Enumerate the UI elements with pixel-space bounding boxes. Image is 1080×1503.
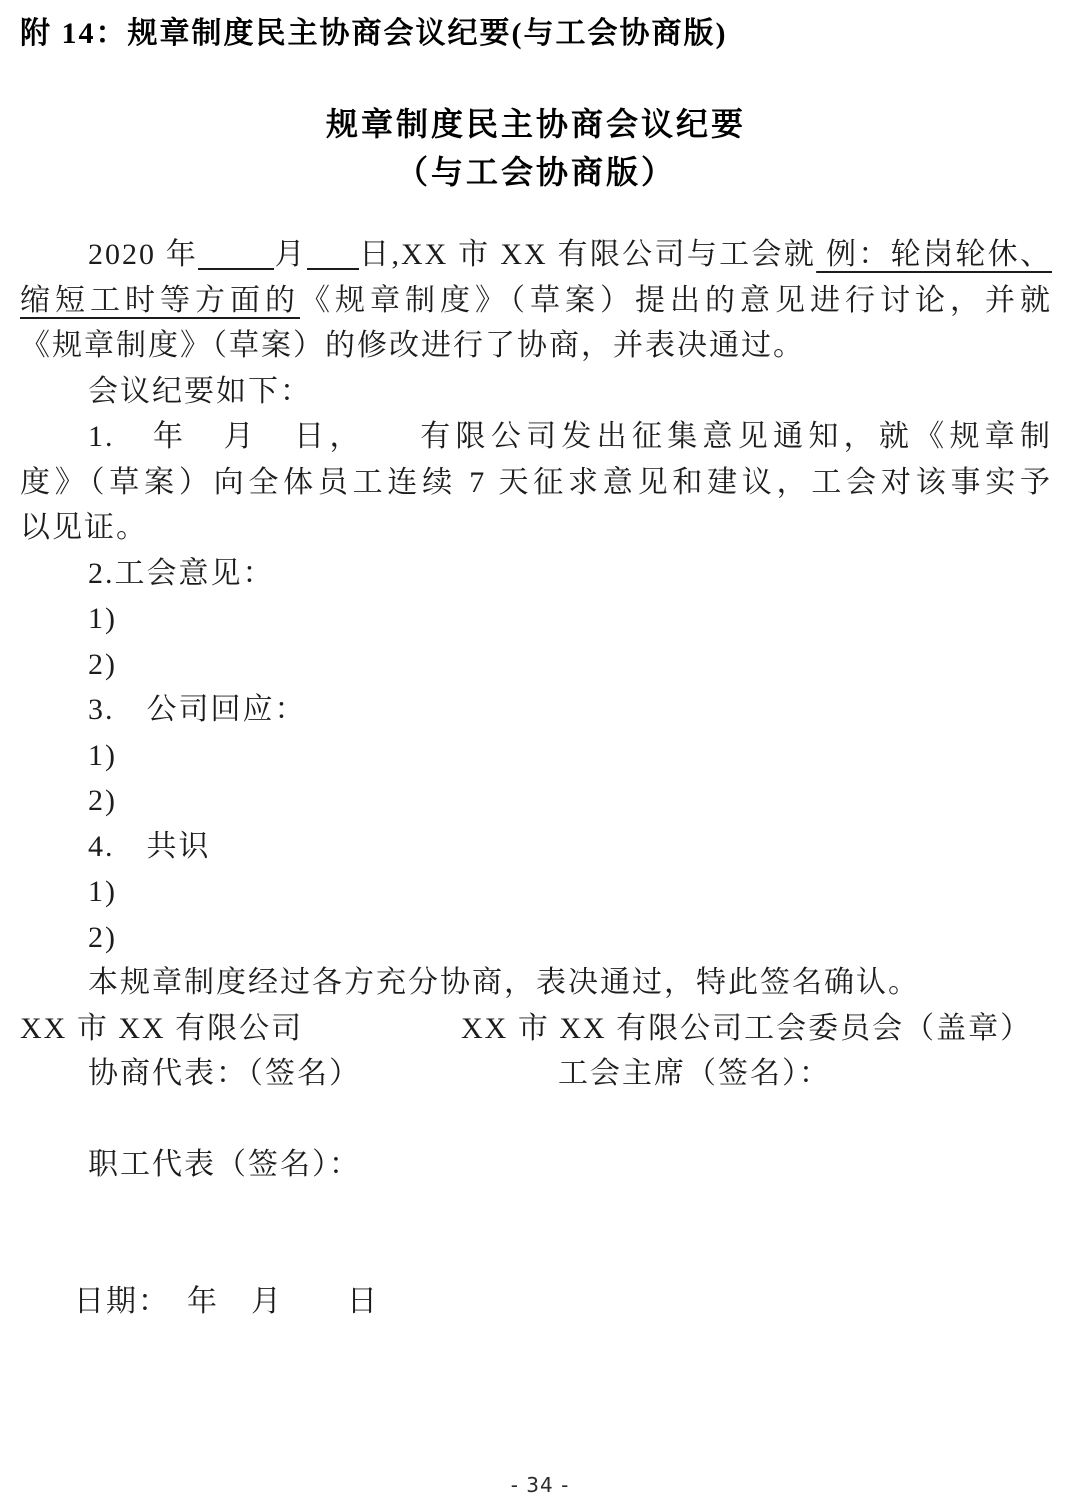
text-segment: 日,XX 市 XX 有限公司与工会就: [358, 238, 817, 271]
text-segment: 1): [88, 738, 117, 772]
text-segment: 2): [88, 784, 117, 817]
text-segment: 《规章制度》（草案）提出的意见进行讨论，并就: [300, 283, 1052, 317]
document-line: [20, 232, 1052, 278]
document-subtitle: （与工会协商版）: [395, 154, 676, 190]
document-line: [20, 505, 1052, 551]
document-line: [20, 642, 1052, 688]
document-line: [20, 778, 1052, 824]
document-line: [20, 869, 1052, 915]
document-line: [20, 733, 1052, 779]
document-line: [20, 1006, 1052, 1052]
document-line: [20, 1233, 1052, 1279]
document-title: 规章制度民主协商会议纪要: [325, 106, 746, 142]
text-segment: 2): [88, 920, 117, 954]
text-segment: 3. 公司回应：: [88, 693, 307, 726]
text-segment: 本规章制度经过各方充分协商，表决通过，特此签名确认。: [88, 966, 920, 999]
text-segment: 月: [274, 238, 307, 271]
page-number: - 34 -: [510, 1473, 570, 1497]
text-segment: 会议纪要如下：: [88, 374, 312, 408]
text-segment: 度》（草案）向全体员工连续 7 天征求意见和建议，工会对该事实予: [20, 465, 1052, 499]
document-line: [20, 369, 1052, 415]
text-segment: 2.工会意见：: [88, 556, 275, 590]
text-segment: 协商代表：（签名）: [88, 1057, 361, 1090]
document-line: [20, 1279, 1052, 1325]
text-segment: 工会主席（签名）：: [558, 1057, 831, 1090]
text-segment: XX 市 XX 有限公司工会委员会（盖章）: [461, 1011, 1033, 1045]
document-line: [20, 460, 1052, 506]
document-line: [20, 278, 1052, 324]
text-segment: XX 市 XX 有限公司: [20, 1011, 304, 1045]
document-line: [20, 1142, 1052, 1188]
text-segment: 职工代表（签名）：: [88, 1148, 361, 1181]
document-line: [20, 1097, 1052, 1143]
text-segment: 2): [88, 647, 117, 681]
text-segment: 2020 年: [88, 238, 199, 271]
document-line: [20, 915, 1052, 961]
text-segment: 1): [88, 875, 117, 908]
document-line: [20, 551, 1052, 597]
text-segment: 《规章制度》（草案）的修改进行了协商，并表决通过。: [20, 329, 805, 362]
document-line: [20, 596, 1052, 642]
document-line: [20, 414, 1052, 460]
document-line: [20, 1188, 1052, 1234]
underlined-text: 缩短工时等方面的: [20, 283, 300, 317]
text-segment: 日期： 年 月 日: [74, 1284, 379, 1318]
document-line: [20, 824, 1052, 870]
text-segment: 以见证。: [20, 511, 148, 544]
document-line: [20, 1051, 1052, 1097]
document-line: [20, 687, 1052, 733]
document-body: [20, 232, 1052, 1324]
text-segment: 4. 共识: [88, 829, 211, 863]
document-line: [20, 960, 1052, 1006]
text-segment: 1. 年 月 日， 有限公司发出征集意见通知，就《规章制: [88, 420, 1052, 453]
blank-field: [307, 238, 359, 270]
underlined-text: 例：轮岗轮休、: [816, 238, 1053, 271]
text-segment: 1): [88, 602, 117, 635]
blank-field: [198, 238, 274, 270]
attachment-heading: 附 14：规章制度民主协商会议纪要(与工会协商版): [20, 17, 728, 50]
document-line: [20, 323, 1052, 369]
